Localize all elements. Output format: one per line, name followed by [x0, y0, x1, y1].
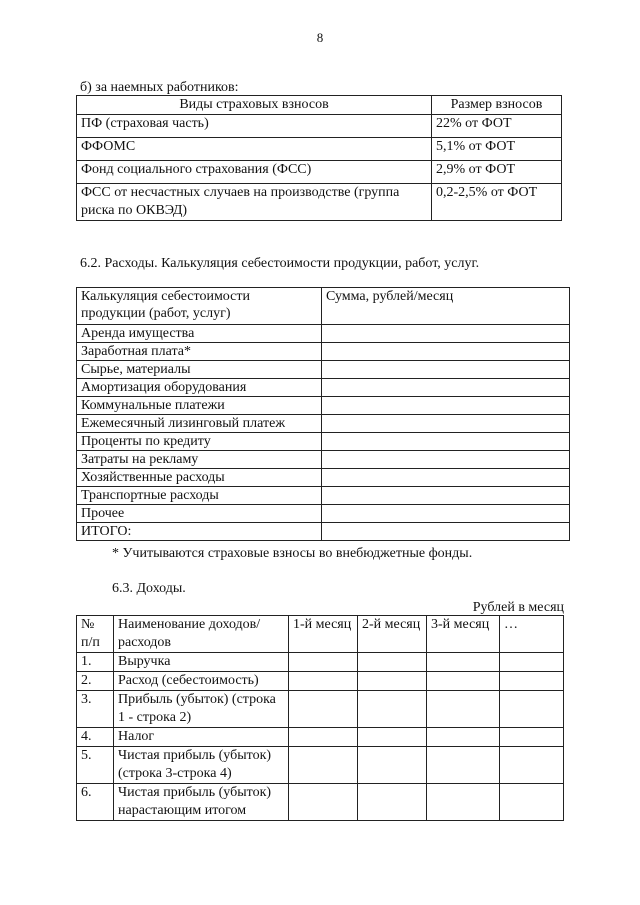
table-row [77, 653, 564, 672]
month-cell [358, 747, 427, 784]
month-cell [358, 653, 427, 672]
insurance-size: 22% от ФОТ [432, 115, 562, 138]
insurance-kind: ПФ (страховая часть) [77, 115, 432, 138]
month-cell [500, 747, 564, 784]
month-cell [500, 653, 564, 672]
column-header: Сумма, рублей/месяц [322, 288, 570, 325]
page-number: 8 [316, 30, 324, 45]
column-header: 3-й месяц [427, 616, 500, 653]
month-cell [289, 672, 358, 691]
unit-label: Рублей в месяц [472, 600, 564, 615]
cost-item: Затраты на рекламу [77, 451, 322, 469]
row-number: 1. [77, 653, 114, 672]
month-cell [289, 653, 358, 672]
row-name: Чистая прибыль (убыток) нарастающим итогом [114, 784, 289, 821]
cost-item: Амортизация оборудования [77, 379, 322, 397]
cost-item: Ежемесячный лизинговый платеж [77, 415, 322, 433]
insurance-kind: ФФОМС [77, 138, 432, 161]
month-cell [358, 728, 427, 747]
row-name: Прибыль (убыток) (строка 1 - строка 2) [114, 691, 289, 728]
cost-item: Коммунальные платежи [77, 397, 322, 415]
table-row [77, 728, 564, 747]
cost-value [322, 361, 570, 379]
table-header-row [77, 288, 570, 325]
cost-value [322, 415, 570, 433]
column-header: Размер взносов [432, 96, 562, 115]
table-row [77, 415, 570, 433]
cost-value [322, 379, 570, 397]
month-cell [500, 728, 564, 747]
table-row [77, 433, 570, 451]
month-cell [500, 691, 564, 728]
month-cell [289, 747, 358, 784]
month-cell [500, 784, 564, 821]
row-number: 6. [77, 784, 114, 821]
table-row [77, 161, 562, 184]
table-row [77, 325, 570, 343]
column-header: Калькуляция себестоимости продукции (работ, услуг) [77, 288, 322, 325]
table-row [77, 451, 570, 469]
section-b-heading: б) за наемных работников: [80, 80, 239, 95]
table-row [77, 379, 570, 397]
table-row [77, 469, 570, 487]
cost-value [322, 397, 570, 415]
month-cell [289, 784, 358, 821]
insurance-kind: ФСС от несчастных случаев на производстве (группа риска по ОКВЭД) [77, 184, 432, 221]
row-number: 2. [77, 672, 114, 691]
cost-item: Прочее [77, 505, 322, 523]
section-63-heading: 6.3. Доходы. [112, 581, 186, 596]
insurance-size: 2,9% от ФОТ [432, 161, 562, 184]
table-row [77, 487, 570, 505]
row-number: 3. [77, 691, 114, 728]
row-number: 4. [77, 728, 114, 747]
column-header: Виды страховых взносов [77, 96, 432, 115]
table-row [77, 184, 562, 221]
footnote: * Учитываются страховые взносы во внебюджетные фонды. [112, 546, 473, 561]
month-cell [500, 672, 564, 691]
table-row [77, 672, 564, 691]
section-62-heading: 6.2. Расходы. Калькуляция себестоимости продукции, работ, услуг. [80, 256, 480, 271]
cost-item: Заработная плата* [77, 343, 322, 361]
cost-value [322, 505, 570, 523]
table-header-row [77, 96, 562, 115]
table-row [77, 747, 564, 784]
table-row [77, 397, 570, 415]
table-row [77, 138, 562, 161]
column-header: Наименование доходов/расходов [114, 616, 289, 653]
insurance-size: 5,1% от ФОТ [432, 138, 562, 161]
income-table [76, 615, 564, 821]
month-cell [427, 691, 500, 728]
column-header: 1-й месяц [289, 616, 358, 653]
cost-total-label: ИТОГО: [77, 523, 322, 541]
month-cell [358, 784, 427, 821]
month-cell [289, 691, 358, 728]
column-header: 2-й месяц [358, 616, 427, 653]
month-cell [358, 691, 427, 728]
column-header: № п/п [77, 616, 114, 653]
row-name: Чистая прибыль (убыток) (строка 3-строка 4) [114, 747, 289, 784]
insurance-kind: Фонд социального страхования (ФСС) [77, 161, 432, 184]
row-name: Налог [114, 728, 289, 747]
cost-value [322, 487, 570, 505]
cost-value [322, 469, 570, 487]
table-row [77, 523, 570, 541]
cost-value [322, 325, 570, 343]
month-cell [427, 747, 500, 784]
table-row [77, 691, 564, 728]
month-cell [427, 784, 500, 821]
row-name: Расход (себестоимость) [114, 672, 289, 691]
insurance-size: 0,2-2,5% от ФОТ [432, 184, 562, 221]
row-name: Выручка [114, 653, 289, 672]
month-cell [427, 653, 500, 672]
table-row [77, 784, 564, 821]
table-row [77, 343, 570, 361]
cost-item: Транспортные расходы [77, 487, 322, 505]
row-number: 5. [77, 747, 114, 784]
cost-item: Аренда имущества [77, 325, 322, 343]
cost-item: Проценты по кредиту [77, 433, 322, 451]
table-row [77, 505, 570, 523]
cost-value [322, 433, 570, 451]
cost-item: Сырье, материалы [77, 361, 322, 379]
cost-value [322, 523, 570, 541]
cost-table [76, 287, 570, 541]
cost-value [322, 451, 570, 469]
column-header: … [500, 616, 564, 653]
month-cell [427, 672, 500, 691]
month-cell [358, 672, 427, 691]
insurance-table [76, 95, 562, 221]
table-row [77, 115, 562, 138]
month-cell [289, 728, 358, 747]
month-cell [427, 728, 500, 747]
cost-item: Хозяйственные расходы [77, 469, 322, 487]
table-header-row [77, 616, 564, 653]
cost-value [322, 343, 570, 361]
table-row [77, 361, 570, 379]
